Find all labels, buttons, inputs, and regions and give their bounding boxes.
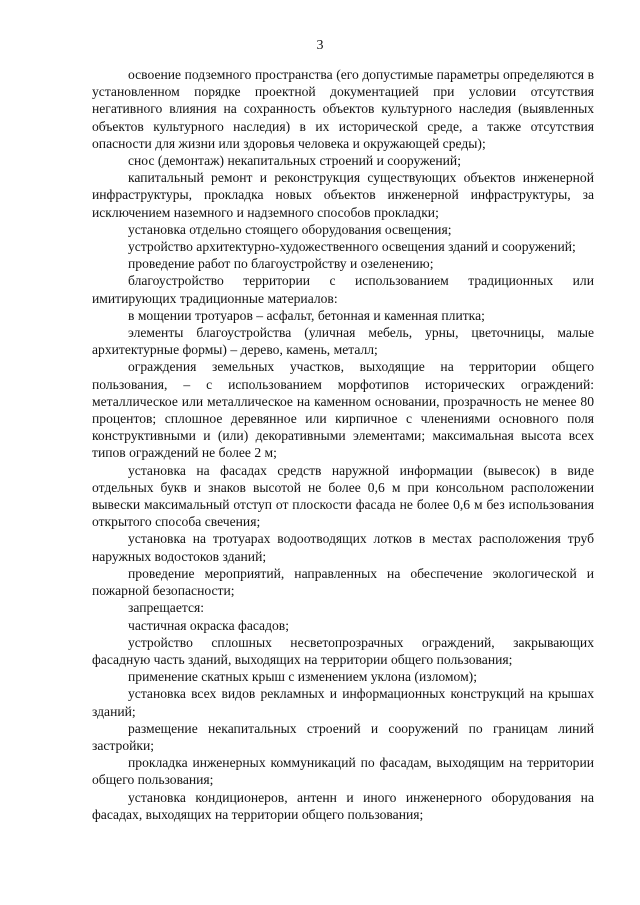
paragraph-demolition: снос (демонтаж) некапитальных строений и сооружений; [128, 153, 461, 169]
paragraph-architectural-lighting: устройство архитектурно-художественного освещения зданий и сооружений; [128, 239, 576, 255]
paragraph-underground-space: освоение подземного пространства (его допустимые параметры определяются в установленном порядке проектной документацией при условии отсутствия негативного влияния на сохранность объектов культурного наследия (выявленных объектов культурного наследия) в их исторической среде, а также отсутствия опасности для жизни или здоровья человека и окружающей среды); [92, 67, 594, 151]
paragraph-drainage-trays: установка на тротуарах водоотводящих лотков в местах расположения труб наружных водостоков зданий; [92, 531, 594, 564]
paragraph-prohibited-heading: запрещается: [128, 600, 205, 616]
page-number: 3 [316, 38, 324, 53]
paragraph-engineering-repair: капитальный ремонт и реконструкция существующих объектов инженерной инфраструктуры, прокладка новых объектов инженерной инфраструктуры, за исключением наземного и надземного способов прокладки; [92, 170, 594, 220]
paragraph-temporary-structures: размещение некапитальных строений и сооружений по границам линий застройки; [92, 720, 594, 753]
paragraph-fences: ограждения земельных участков, выходящие на территории общего пользования, – с использованием морфотипов исторических ограждений: металлическое или металлическое на каменном основании, прозрачность не менее 80 процентов; сплошное деревянное или кирпичное с членениями основного поля конструктивными и (или) декоративными элементами; максимальная высота всех типов ограждений не более 2 м; [92, 359, 594, 461]
paragraph-paving: в мощении тротуаров – асфальт, бетонная и каменная плитка; [128, 307, 485, 323]
paragraph-pitched-roofs: применение скатных крыш с изменением уклона (изломом); [128, 669, 477, 685]
paragraph-partial-painting: частичная окраска фасадов; [128, 617, 289, 633]
paragraph-safety-measures: проведение мероприятий, направленных на обеспечение экологической и пожарной безопасности; [92, 565, 594, 599]
paragraph-traditional-materials: благоустройство территории с использованием традиционных или имитирующих традиционные материалов: [92, 273, 594, 306]
paragraph-roof-advertising: установка всех видов рекламных и информационных конструкций на крышах зданий; [92, 686, 594, 719]
paragraph-landscape-elements: элементы благоустройства (уличная мебель, урны, цветочницы, малые архитектурные формы) – дерево, камень, металл; [92, 325, 594, 358]
paragraph-facade-utilities: прокладка инженерных коммуникаций по фасадам, выходящим на территории общего пользования; [92, 755, 594, 788]
paragraph-landscaping-works: проведение работ по благоустройству и озеленению; [128, 256, 434, 272]
paragraph-signage: установка на фасадах средств наружной информации (вывесок) в виде отдельных букв и знаков высотой не более 0,6 м при консольном расположении вывески максимальный отступ от плоскости фасада не более 0,6 м без использования открытого способа свечения; [92, 462, 594, 530]
paragraph-opaque-fences: устройство сплошных несветопрозрачных ограждений, закрывающих фасадную часть зданий, выходящих на территории общего пользования; [92, 634, 594, 667]
document-body [92, 66, 594, 823]
paragraph-facade-equipment: установка кондиционеров, антенн и иного инженерного оборудования на фасадах, выходящих на территории общего пользования; [92, 789, 594, 822]
paragraph-lighting-equipment: установка отдельно стоящего оборудования освещения; [128, 221, 452, 237]
